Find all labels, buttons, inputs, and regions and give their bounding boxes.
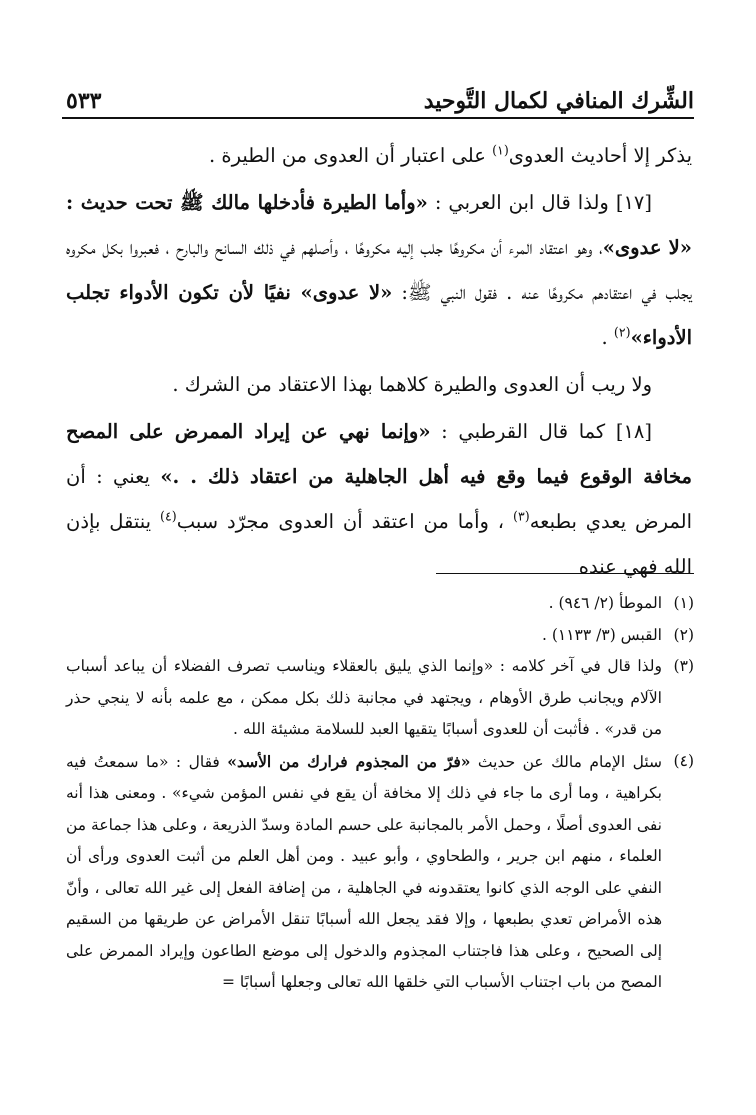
paragraph-4: [١٨] كما قال القرطبي : «وإنما نهي عن إيراد الممرض على المصح مخافة الوقوع فيما وقع فيه أهل الجاهلية من اعتقاد ذلك . .» يعني : أن المرض يعدي بطبعه$^{(٣)}$ ، وأما من اعتقد أن العدوى مجرّد سبب$^{(٤)}$ ينتقل بإذن الله فهي عنده [66, 420, 692, 578]
paragraph-3: ولا ريب أن العدوى والطيرة كلاهما بهذا الاعتقاد من الشرك . [172, 373, 652, 396]
running-header [66, 80, 694, 114]
header-rule [62, 117, 694, 119]
quote-la-adwa: «لا عدوى» [300, 281, 393, 304]
quote-qurtubi: «وإنما نهي عن إيراد الممرض على المصح مخافة الوقوع فيما وقع فيه أهل الجاهلية من اعتقاد ذلك . .» [66, 420, 692, 488]
footnote-ref-1: (١) [492, 142, 509, 158]
footnote-1: (١) الموطأ (٢/ ٩٤٦) . [548, 594, 694, 612]
paragraph-2: [١٧] ولذا قال ابن العربي : «وأما الطيرة فأدخلها مالك ﷺ تحت حديث : «لا عدوى»، وهو اعتقاد المرء أن مكروهًا جلب إليه مكروهًا ، وأصلهم في ذلك السانح والبارح ، فعبروا بكل مكروه يجلب في اعتقادهم مكروهًا عنه . فقول النبي ﷺ: «لا عدوى» نفيًا لأن تكون الأدواء تجلب الأدواء»$^{(٢)}$ . [66, 191, 692, 349]
footnote-ref-4: (٤) [160, 508, 177, 524]
paragraph-1: يذكر إلا أحاديث العدوى$^{(١)}$ على اعتبار أن العدوى من الطيرة . [209, 142, 692, 167]
footnote-3: (٣) ولذا قال في آخر كلامه : «وإنما الذي يليق بالعقلاء ويناسب تصرف الفضلاء أن يباعد أسباب الآلام ويجانب طرق الأوهام ، ويجتهد في مجانبة ذلك بكل ممكن ، مع علمه بأنه لا ينجي حذر من قدر» . فأثبت أن للعدوى أسبابًا يتقيها العبد للسلامة مشيئة الله . [66, 657, 694, 738]
hadith-quote: «فرّ من المجذوم فرارك من الأسد» [227, 751, 471, 771]
footnote-2: (٢) القبس (٣/ ١١٣٣) . [542, 625, 694, 644]
main-text [66, 133, 692, 589]
footnote-ref-3: (٣) [513, 508, 530, 524]
footnote-ref-2: (٢) [613, 324, 631, 340]
page-number: ٥٣٣ [66, 88, 102, 114]
footnote-separator [436, 573, 694, 574]
running-title: الشِّرك المنافي لكمال التَّوحيد [423, 88, 694, 114]
footnote-4: (٤) سئل الإمام مالك عن حديث «فرّ من المجذوم فرارك من الأسد» فقال : «ما سمعتُ فيه بكراهية ، وما أرى ما جاء في ذلك إلا مخافة أن يقع في نفس المؤمن شيء» . ومعنى هذا أنه نفى العدوى أصلًا ، وحمل الأمر بالمجانبة على حسم المادة وسدّ الذريعة ، وعلى هذا جماعة من العلماء ، منهم ابن جرير ، والطحاوي ، وأبو عبيد . ومن أهل العلم من أثبت العدوى ورأى أن النفي على الوجه الذي كانوا يعتقدونه في الجاهلية ، من إضافة الفعل إلى غير الله تعالى ، وأنّ هذه الأمراض تعدي بطبعها ، وإلا فقد يجعل الله أسبابًا تنقل الأمراض عن طريقها من السقيم إلى الصحيح ، وعلى هذا فاجتناب المجذوم والدخول إلى موضع الطاعون وإيراد الممرض على المصح من باب اجتناب الأسباب التي خلقها الله تعالى وجعلها أسبابًا = [66, 751, 694, 991]
quote-ibn-alarabi: «وأما الطيرة فأدخلها مالك ﷺ تحت حديث : «لا عدوى» [66, 191, 692, 259]
footnotes [66, 588, 694, 999]
